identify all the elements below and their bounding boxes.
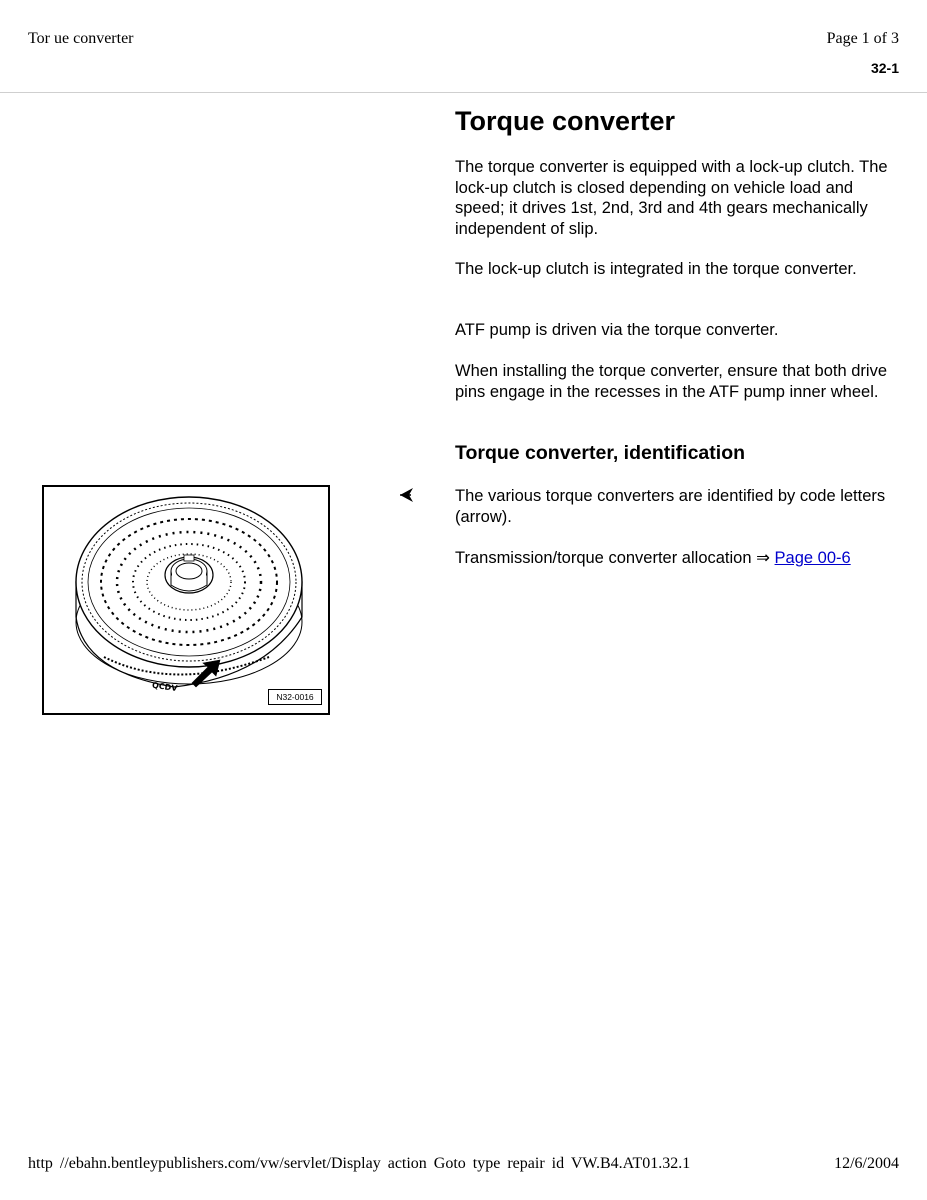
torque-converter-figure (42, 485, 330, 715)
section-subheading: Torque converter, identification (455, 442, 746, 464)
figure-label: N32-0016 (268, 689, 322, 705)
paragraph-integrated: The lock-up clutch is integrated in the torque converter. (455, 260, 857, 278)
torque-converter-illustration (44, 487, 328, 713)
paragraph-allocation (455, 548, 895, 569)
footer-url: http //ebahn.bentleypublishers.com/vw/servlet/Display action Goto type repair id VW.B4.AT01.32.1 (28, 1155, 691, 1172)
page-indicator: Page 1 of 3 (826, 30, 899, 47)
arrow-right-icon: ⇒ (756, 549, 770, 567)
section-code: 32-1 (870, 60, 899, 76)
paragraph-installing: When installing the torque converter, ensure that both drive pins engage in the recesses in the ATF pump inner wheel. (455, 362, 888, 401)
page-link[interactable]: Page 00-6 (774, 549, 851, 567)
allocation-text: Transmission/torque converter allocation (455, 549, 752, 567)
header-divider (0, 92, 927, 93)
paragraph-atf-pump: ATF pump is driven via the torque converter. (455, 321, 779, 339)
code-letters: QCDV (151, 680, 178, 694)
document-header-title: Tor ue converter (28, 30, 134, 47)
paragraph-lockup-clutch: The torque converter is equipped with a lock-up clutch. The lock-up clutch is closed depending on vehicle load and speed; it drives 1st, 2nd, 3rd and 4th gears mechanically independent of slip. (455, 158, 888, 238)
paragraph-identification: The various torque converters are identified by code letters (arrow). (455, 487, 886, 526)
pointer-arrow-icon (398, 486, 416, 504)
page-title: Torque converter (455, 106, 676, 136)
footer-date: 12/6/2004 (834, 1155, 899, 1172)
